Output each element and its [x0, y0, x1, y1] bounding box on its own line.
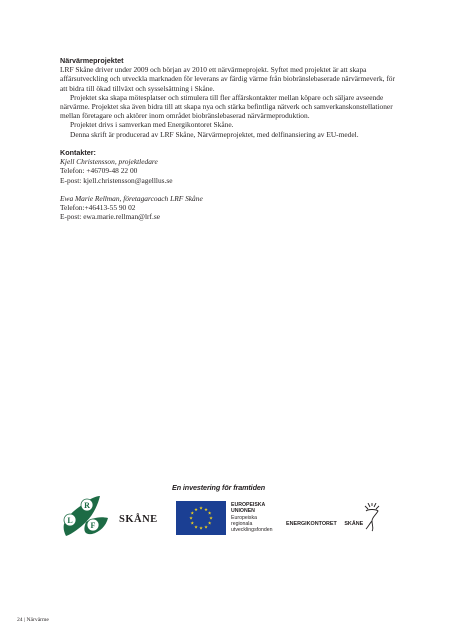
goals-paragraph: Projektet ska skapa mötesplatser och stimulera till fler affärskontakter mellan köpare och säljare avseende närvärme. Projektet ska även bidra till att skapa nya och stärka befintliga nätverk och samverkanskonstellationer mellan företagare och aktörer inom området biobränslebaserad närvärmeproduktion. [60, 92, 393, 121]
contact-email: E-post: kjell.christensson@agelllus.se [60, 175, 173, 185]
text-content [60, 56, 396, 222]
lrf-letter: L [67, 516, 73, 525]
lrf-region-label: SKÅNE [119, 514, 158, 525]
lrf-letter: F [90, 521, 96, 530]
eu-label-line: utvecklingsfonden [231, 527, 273, 534]
lrf-logo [56, 494, 118, 540]
energikontoret-name: ENERGIKONTORET [286, 521, 337, 527]
eu-star-icon: ★ [198, 525, 204, 531]
eu-label-line: Europeiska [231, 514, 257, 521]
energikontoret-logo [286, 503, 398, 533]
tagline: En investering för framtiden [172, 483, 266, 492]
lrf-letter: R [84, 501, 90, 510]
contact-phone: Telefon:+46413-55 90 02 [60, 203, 136, 213]
eu-star-icon: ★ [203, 524, 209, 530]
section-heading: Närvärmeprojektet [60, 56, 124, 65]
eu-label-line: EUROPEISKA [231, 502, 266, 508]
funding-paragraph: Denna skrift är producerad av LRF Skåne, Närvärmeprojektet, med delfinansiering av EU-medel. [70, 129, 359, 139]
contact-phone: Telefon: +46709-48 22 00 [60, 166, 138, 176]
contacts-heading: Kontakter: [60, 148, 96, 158]
eu-star-icon: ★ [198, 505, 204, 511]
contact-card [60, 194, 396, 222]
contact-card [60, 157, 396, 185]
eu-label-line: UNIONEN [231, 508, 255, 515]
eu-star-icon: ★ [188, 515, 194, 521]
energikontoret-region: SKÅNE [344, 521, 364, 527]
contact-email: E-post: ewa.marie.rellman@lrf.se [60, 212, 160, 222]
eu-star-icon: ★ [207, 520, 212, 526]
eu-star-icon: ★ [190, 520, 195, 526]
eu-star-icon: ★ [190, 510, 195, 516]
eu-label-line: regionala [231, 520, 253, 527]
eu-label [231, 502, 273, 533]
eu-star-icon: ★ [208, 515, 214, 521]
contact-name: Ewa Marie Rellman, företagarcoach LRF Skåne [60, 194, 203, 204]
energikontoret-label [286, 521, 363, 527]
eu-star-icon: ★ [203, 506, 209, 512]
partner-paragraph: Projektet drivs i samverkan med Energikontoret Skåne. [70, 120, 234, 130]
eu-star-icon: ★ [207, 510, 212, 516]
contact-name: Kjell Christensson, projektledare [60, 157, 158, 167]
intro-paragraph: LRF Skåne driver under 2009 och början av 2010 ett närvärmeprojekt. Syftet med projektet är att skapa affärsutveckling och utveckla marknaden för leverans av färdig värme från biobränslebaserade närvärmeverk, för att bidra till ökad tillväxt och sysselsättning i Skåne. [60, 65, 395, 93]
page-footer: 24 | Närvärme [17, 617, 49, 623]
eu-star-icon: ★ [193, 506, 199, 512]
eu-star-icon: ★ [193, 524, 199, 530]
energikontoret-figure-icon [365, 503, 379, 531]
eu-flag-icon [176, 501, 226, 535]
